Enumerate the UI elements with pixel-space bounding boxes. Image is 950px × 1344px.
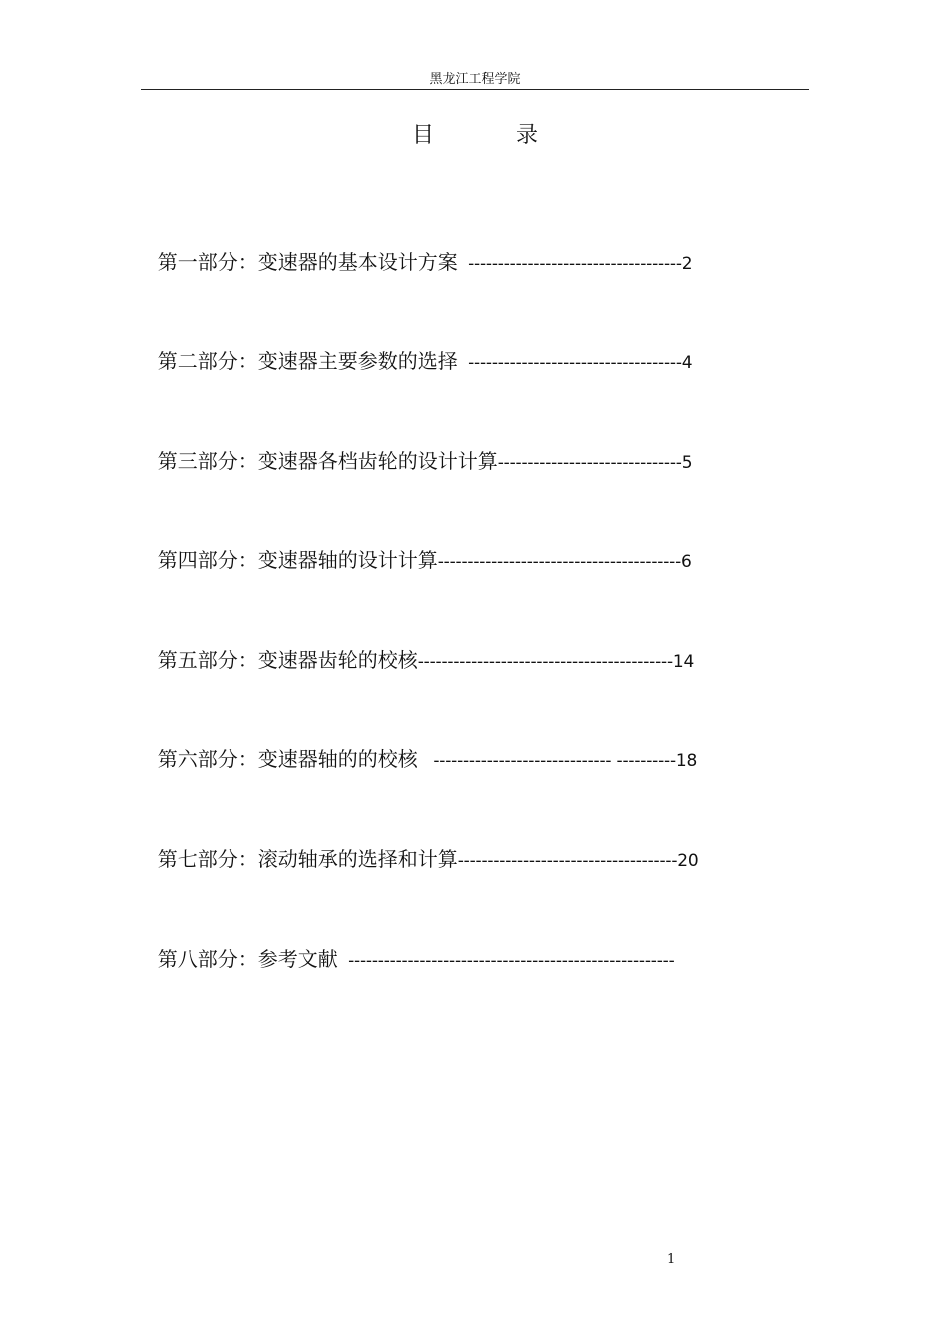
toc-entry-leader: ----------------------------------------- bbox=[437, 552, 682, 572]
toc-entry-part-7[interactable] bbox=[145, 820, 699, 874]
toc-entry-page: 4 bbox=[681, 353, 693, 373]
toc-entry-label: 第八部分：参考文献 bbox=[157, 947, 338, 971]
header-school-name: 黑龙江工程学院 bbox=[429, 72, 521, 87]
toc-entry-page: 18 bbox=[675, 751, 698, 771]
toc-entry-leader: ------------------------------- bbox=[497, 453, 682, 473]
toc-entry-leader: ------------------------------------------------------- bbox=[337, 951, 675, 971]
toc-entry-page: 20 bbox=[677, 851, 699, 871]
toc-entry-page: 6 bbox=[681, 552, 692, 572]
toc-entry-leader: ------------------------------------ bbox=[457, 353, 682, 373]
toc-entry-leader: ------------------------------------ bbox=[457, 254, 682, 274]
toc-entry-part-3[interactable] bbox=[145, 422, 692, 476]
toc-entry-label: 第六部分：变速器轴的的校核 bbox=[157, 747, 418, 771]
toc-entry-part-1[interactable] bbox=[145, 223, 692, 277]
toc-entry-page: 2 bbox=[681, 254, 693, 274]
toc-title-right: 录 bbox=[516, 123, 539, 148]
toc-title-left: 目 bbox=[411, 123, 434, 148]
toc-entry-leader: ------------------------------------------- bbox=[417, 652, 673, 672]
toc-entry-label: 第五部分：变速器齿轮的校核 bbox=[157, 648, 418, 672]
toc-entry-part-8[interactable] bbox=[145, 920, 675, 974]
toc-entry-page: 5 bbox=[681, 453, 693, 473]
toc-entry-part-6[interactable] bbox=[145, 720, 697, 774]
toc-entry-part-5[interactable] bbox=[145, 621, 694, 675]
toc-entry-part-4[interactable] bbox=[145, 521, 692, 575]
toc-entry-label: 第一部分：变速器的基本设计方案 bbox=[157, 250, 458, 274]
toc-title bbox=[0, 122, 950, 150]
toc-entry-page: 14 bbox=[672, 652, 695, 672]
page-number: 1 bbox=[667, 1252, 676, 1267]
toc-entry-label: 第二部分：变速器主要参数的选择 bbox=[157, 349, 458, 373]
toc-entry-part-2[interactable] bbox=[145, 322, 692, 376]
toc-entry-label: 第三部分：变速器各档齿轮的设计计算 bbox=[157, 449, 498, 473]
toc-entry-leader: ------------------------------ ---------- bbox=[417, 751, 676, 771]
page-header bbox=[141, 71, 809, 90]
toc-entry-label: 第四部分：变速器轴的设计计算 bbox=[157, 548, 438, 572]
toc-entry-leader: ------------------------------------- bbox=[457, 851, 678, 871]
toc-entry-label: 第七部分：滚动轴承的选择和计算 bbox=[157, 847, 458, 871]
